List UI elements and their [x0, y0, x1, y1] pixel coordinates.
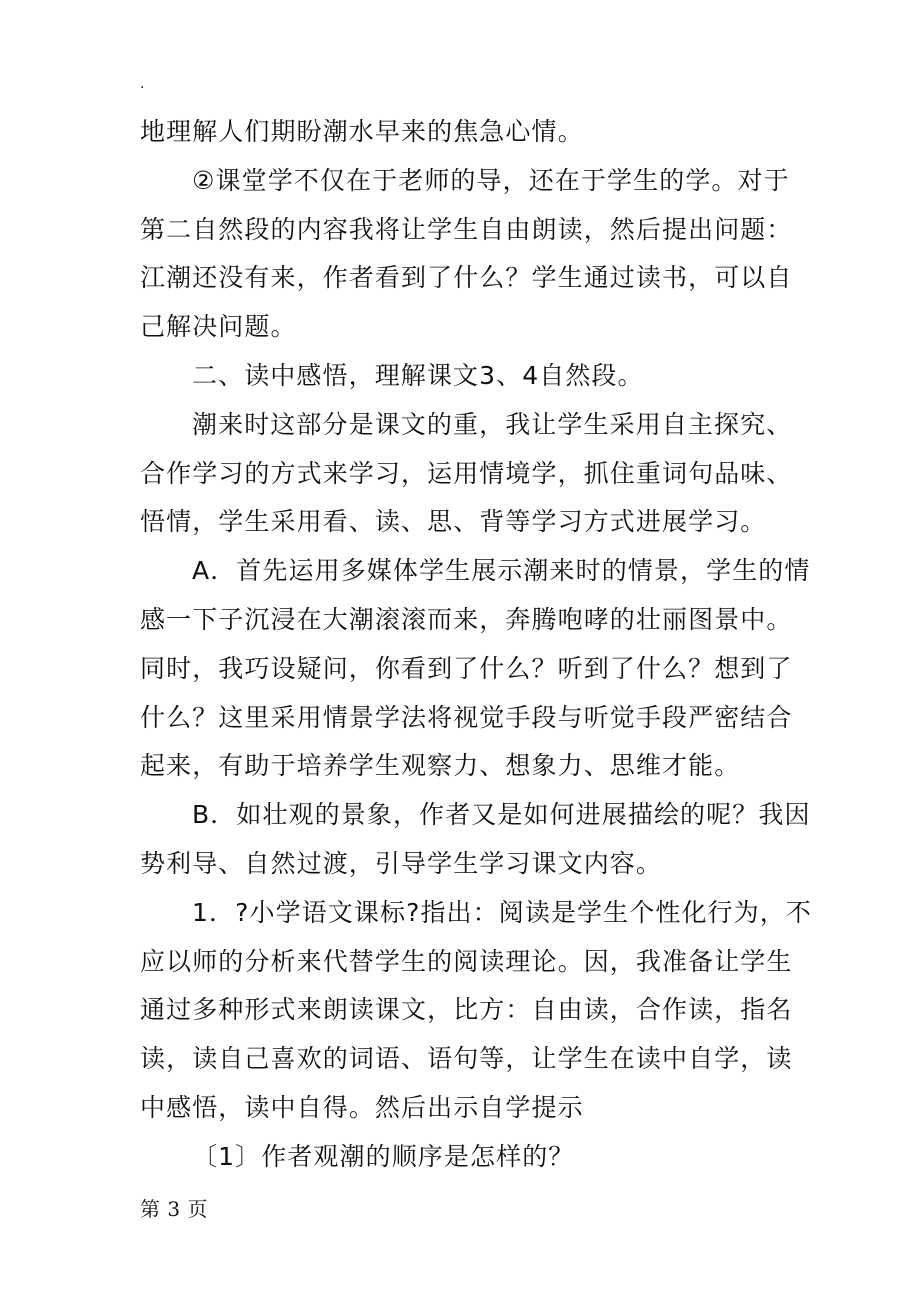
body-line: 〔1〕作者观潮的顺序是怎样的？ — [192, 1141, 575, 1171]
section-heading: 二、读中感悟，理解课文3、4自然段。 — [192, 360, 644, 390]
header-mark: . — [140, 76, 145, 92]
body-line: 潮来时这部分是课文的重，我让学生采用自主探究、 — [192, 409, 793, 439]
body-line: 第二自然段的内容我将让学生自由朗读，然后提出问题： — [140, 214, 793, 244]
page-number: 第 3 页 — [140, 1197, 208, 1221]
body-line: A．首先运用多媒体学生展示潮来时的情景，学生的情 — [192, 556, 811, 586]
body-line: 地理解人们期盼潮水早来的焦急心情。 — [140, 117, 584, 146]
body-line: 江潮还没有来，作者看到了什么？学生通过读书，可以自 — [140, 263, 793, 293]
body-line: 起来，有助于培养学生观察力、想象力、思维才能。 — [140, 751, 741, 781]
body-line: 悟情，学生采用看、读、思、背等学习方式进展学习。 — [140, 507, 767, 537]
body-line: 势利导、自然过渡，引导学生学习课文内容。 — [140, 848, 663, 878]
body-line: 什么？这里采用情景学法将视觉手段与听觉手段严密结合 — [140, 702, 793, 732]
body-line: 读，读自己喜欢的词语、语句等，让学生在读中自学，读 — [140, 1044, 793, 1074]
body-line: 1．?小学语文课标?指出：阅读是学生个性化行为，不 — [192, 897, 812, 927]
body-line: 通过多种形式来朗读课文，比方：自由读，合作读，指名 — [140, 995, 793, 1025]
body-line: 合作学习的方式来学习，运用情境学，抓住重词句品味、 — [140, 458, 793, 488]
document-body — [140, 108, 812, 1182]
body-line: 己解决问题。 — [140, 312, 297, 342]
body-line: ②课堂学不仅在于老师的导，还在于学生的学。对于 — [192, 165, 790, 195]
body-line: 感一下子沉浸在大潮滚滚而来，奔腾咆哮的壮丽图景中。 — [140, 604, 793, 634]
body-line: 中感悟，读中自得。然后出示自学提示 — [140, 1092, 584, 1122]
body-line: B．如壮观的景象，作者又是如何进展描绘的呢？我因 — [192, 800, 811, 830]
body-line: 应以师的分析来代替学生的阅读理论。因，我准备让学生 — [140, 946, 793, 976]
body-line: 同时，我巧设疑问，你看到了什么？听到了什么？想到了 — [140, 653, 793, 683]
